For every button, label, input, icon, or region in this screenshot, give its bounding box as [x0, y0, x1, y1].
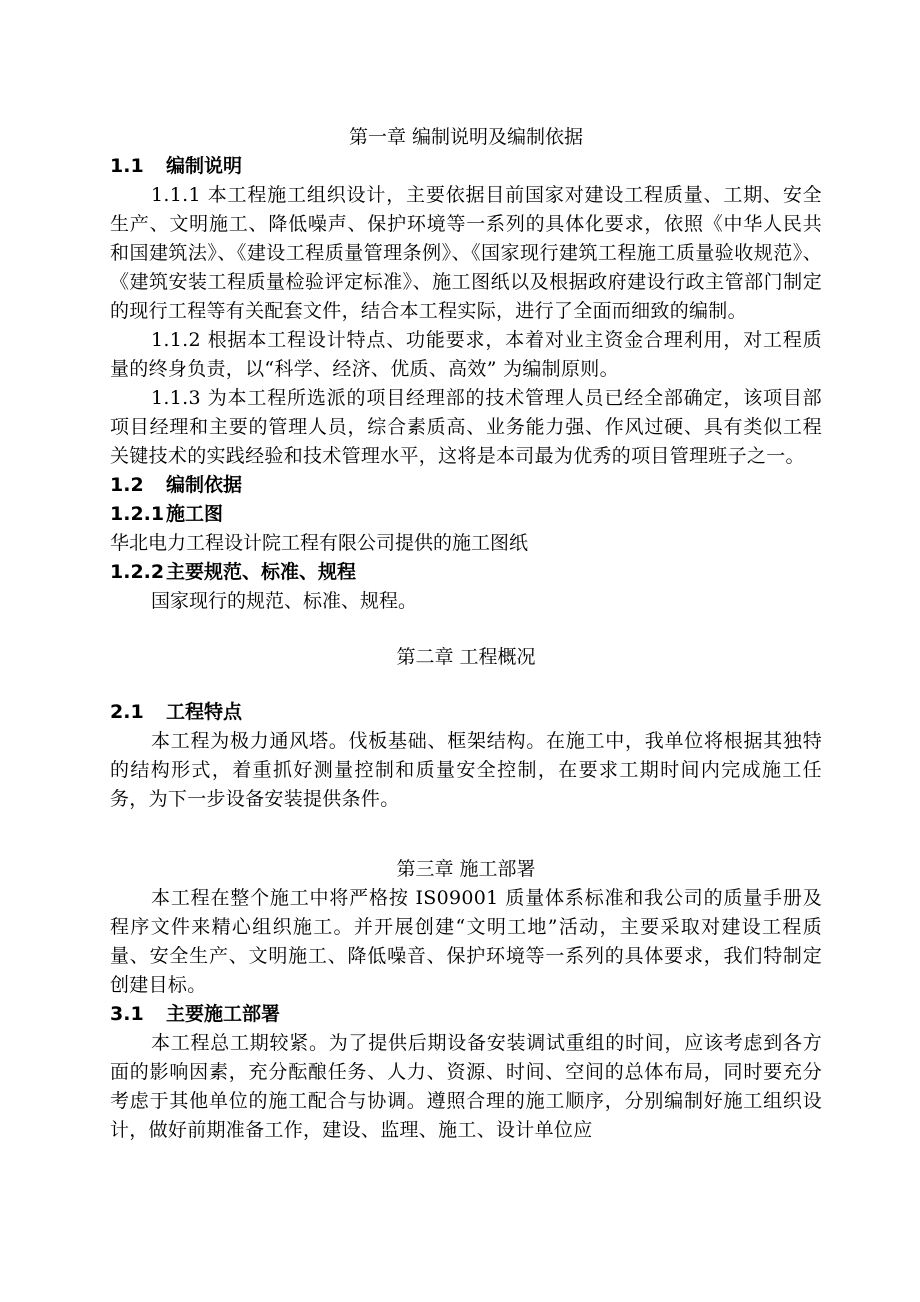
paragraph-3-1: 本工程总工期较紧。为了提供后期设备安装调试重组的时间，应该考虑到各方面的影响因素，充分酝酿任务、人力、资源、时间、空间的总体布局，同时要充分考虑于其他单位的施工配合与协调。遵照合理的施工顺序，分别编制好施工组织设计，做好前期准备工作，建设、监理、施工、设计单位应 — [110, 1032, 822, 1141]
section-number: 1.2.2 — [110, 561, 165, 583]
paragraph-2-1: 本工程为极力通风塔。伐板基础、框架结构。在施工中，我单位将根据其独特的结构形式，着重抓好测量控制和质量安全控制，在要求工期时间内完成施工任务，为下一步设备安装提供条件。 — [110, 730, 822, 810]
section-title: 编制说明 — [166, 155, 243, 177]
section-number: 1.1 — [110, 155, 144, 177]
document-body — [110, 122, 822, 1145]
section-2-1-heading — [110, 698, 822, 727]
section-1-2-heading — [110, 471, 822, 500]
section-3-1-heading — [110, 1000, 822, 1029]
section-title: 主要施工部署 — [166, 1003, 281, 1025]
chapter-1-title: 第一章 编制说明及编制依据 — [348, 126, 584, 148]
section-1-1-heading — [110, 152, 822, 181]
section-title: 编制依据 — [166, 474, 243, 496]
section-title: 主要规范、标准、规程 — [166, 561, 357, 583]
paragraph-1-1-3: 1.1.3 为本工程所选派的项目经理部的技术管理人员已经全部确定，该项目部项目经理和主要的管理人员，综合素质高、业务能力强、作风过硬、具有类似工程关键技术的实践经验和技术管理水平，这将是本司最为优秀的项目管理班子之一。 — [110, 387, 822, 467]
section-1-2-1-heading — [110, 500, 822, 529]
section-number: 1.2.1 — [110, 503, 165, 525]
paragraph-1-2-1: 华北电力工程设计院工程有限公司提供的施工图纸 — [110, 532, 529, 554]
chapter-2-title: 第二章 工程概况 — [396, 646, 536, 668]
chapter-3-title: 第三章 施工部署 — [396, 858, 536, 880]
section-number: 2.1 — [110, 701, 144, 723]
section-number: 1.2 — [110, 474, 144, 496]
paragraph-1-1-1: 1.1.1 本工程施工组织设计，主要依据目前国家对建设工程质量、工期、安全生产、文明施工、降低噪声、保护环境等一系列的具体化要求，依照《中华人民共和国建筑法》、《建设工程质量管理条例》、《国家现行建筑工程施工质量验收规范》、《建筑安装工程质量检验评定标准》、施工图纸以及根据政府建设行政主管部门制定的现行工程等有关配套文件，结合本工程实际，进行了全面而细致的编制。 — [110, 184, 822, 322]
section-title: 施工图 — [166, 503, 224, 525]
paragraph-3-intro: 本工程在整个施工中将严格按 IS09001 质量体系标准和我公司的质量手册及程序文件来精心组织施工。并开展创建“文明工地”活动，主要采取对建设工程质量、安全生产、文明施工、降低噪音、保护环境等一系列的具体要求，我们特制定创建目标。 — [110, 887, 822, 996]
paragraph-1-1-2: 1.1.2 根据本工程设计特点、功能要求，本着对业主资金合理利用，对工程质量的终身负责，以“科学、经济、优质、高效” 为编制原则。 — [110, 329, 822, 380]
section-number: 3.1 — [110, 1003, 144, 1025]
section-title: 工程特点 — [166, 701, 243, 723]
section-1-2-2-heading — [110, 558, 822, 587]
paragraph-1-2-2: 国家现行的规范、标准、规程。 — [151, 590, 418, 612]
